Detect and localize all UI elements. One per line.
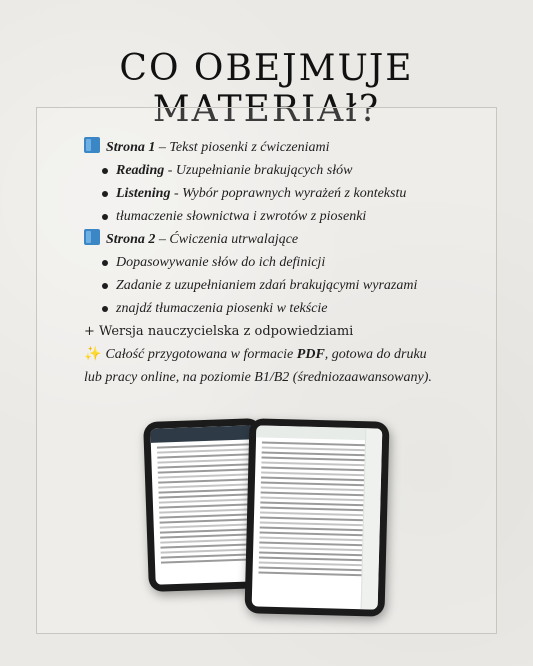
sparkles-icon: ✨: [84, 347, 102, 362]
material-description: [84, 136, 484, 389]
summary-line-1: ✨ Całość przygotowana w formacie PDF, gotowa do druku: [84, 347, 427, 362]
tablet-preview-page2: [244, 418, 389, 617]
list-item: Reading - Uzupełnianie brakujących słów: [84, 159, 484, 182]
list-item: tłumaczenie słownictwa i zwrotów z piosenki: [84, 205, 484, 228]
page-title: CO OBEJMUJE MATERIAł?: [119, 48, 414, 130]
page2-heading: Strona 2 – Ćwiczenia utrwalające: [84, 228, 484, 251]
blue-book-icon: [84, 229, 100, 245]
list-item: Zadanie z uzupełnianiem zdań brakującymi wyrazami: [84, 274, 484, 297]
sidebar: [361, 428, 383, 609]
page1-heading: Strona 1 – Tekst piosenki z ćwiczeniami: [84, 136, 484, 159]
list-item: znajdź tłumaczenia piosenki w tekście: [84, 297, 484, 320]
list-item: Dopasowywanie słów do ich definicji: [84, 251, 484, 274]
list-item: Listening - Wybór poprawnych wyrażeń z kontekstu: [84, 182, 484, 205]
summary-line-2: lub pracy online, na poziomie B1/B2 (średniozaawansowany).: [84, 370, 432, 385]
blue-book-icon: [84, 137, 100, 153]
teacher-version-note: + Wersja nauczycielska z odpowiedziami: [84, 324, 354, 339]
